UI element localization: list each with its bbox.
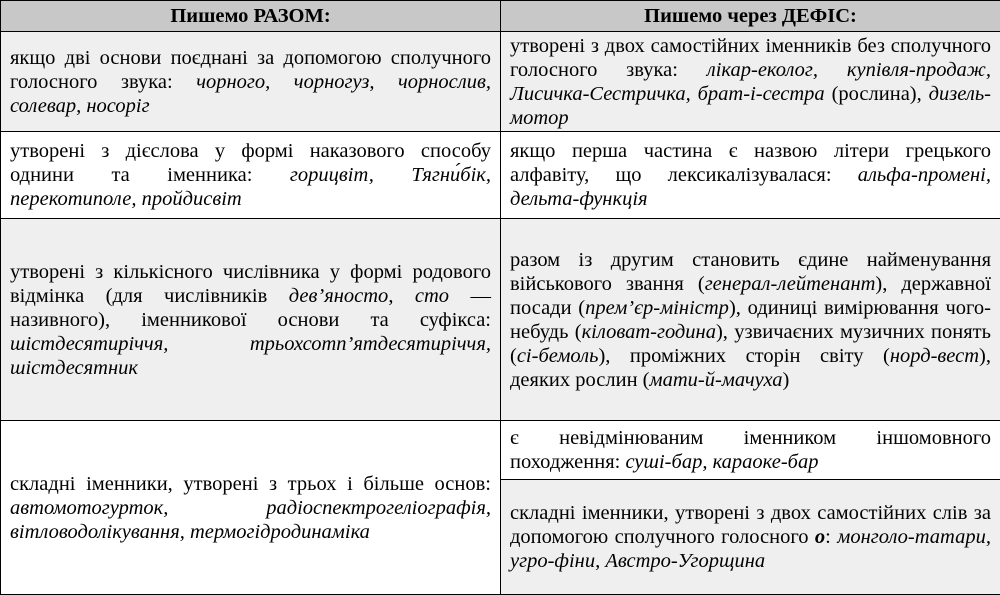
rule-example: дев’яносто	[288, 284, 389, 307]
rule-cell-together	[1, 32, 501, 132]
rule-example: сі-бемоль	[516, 344, 599, 367]
rule-text: )	[782, 368, 790, 391]
rule-text: є невідмінюваним іменником іншомовного походження:	[510, 427, 991, 474]
rule-text: утворені з двох самостійних іменників без сполучного голосного звука:	[510, 34, 991, 81]
header-hyphen: Пишемо через ДЕФІС:	[501, 1, 1000, 32]
rule-text: ), одиниці вимірювання чого-небудь (	[510, 296, 991, 343]
header-together: Пишемо РАЗОМ:	[1, 1, 501, 32]
rule-cell-hyphen	[501, 480, 1000, 595]
rule-text: — називного), іменникової основи та суфікса:	[10, 284, 492, 331]
rule-example: прем’єр-міністр	[585, 296, 729, 319]
rule-examples: лікар-еколог, купівля-продаж, Лисичка-Сестричка, брат-і-сестра	[510, 58, 992, 105]
rule-examples: шістдесятиріччя, трьохсотп’ятдесятиріччя, шістдесятник	[10, 332, 491, 379]
rule-text: якщо перша частина є назвою літери грецького алфавіту, що лексикалізувалася:	[510, 140, 991, 187]
rule-cell-together	[1, 218, 501, 420]
rule-example: сто	[414, 284, 450, 307]
rule-example: норд-вест	[889, 344, 980, 367]
rule-text: ,	[388, 284, 415, 307]
table-row	[1, 218, 1000, 420]
table-row	[1, 32, 1000, 132]
rule-examples: суші-бар, караоке-бар	[625, 451, 819, 474]
rule-text: :	[825, 526, 838, 549]
rule-cell-hyphen	[501, 132, 1000, 219]
header-row	[1, 1, 1000, 32]
rule-note: (рослина),	[824, 82, 929, 105]
rule-examples: автомотогурток, радіоспектрогеліографія, вітловодолікування, термогідродинаміка	[10, 496, 491, 543]
vowel-letter: о	[814, 526, 826, 549]
rule-cell-hyphen	[501, 421, 1000, 480]
rule-text: ), державної посади (	[510, 272, 992, 319]
rule-examples: горицвіт, Тягни́бік, перекотиполе, пройдисвіт	[10, 164, 491, 211]
rule-text: складні іменники, утворені з трьох і більше основ:	[10, 472, 491, 495]
rule-text: разом із другим становить єдине найменування військового звання (	[510, 248, 991, 295]
rule-text: ), проміжних сторін світу (	[598, 344, 890, 367]
rule-text: ), деяких рослин (	[510, 344, 991, 391]
rule-cell-together	[1, 421, 501, 595]
rule-cell-hyphen	[501, 218, 1000, 420]
rule-text: якщо дві основи поєднані за допомогою сполучного голосного звука:	[10, 46, 491, 93]
rule-example: кіловат-година	[581, 320, 716, 343]
rule-examples: чорного, чорногуз, чорнослив, солевар, носоріг	[10, 70, 491, 117]
rule-text: утворені з кількісного числівника у формі родового відмінка (для числівників	[10, 260, 491, 307]
table-row	[1, 421, 1000, 480]
rule-text: складні іменники, утворені з двох самостійних слів за допомогою сполучного голосного	[510, 502, 991, 549]
rule-examples: альфа-промені, дельта-функція	[510, 164, 991, 211]
rule-examples: дизель-мотор	[510, 82, 991, 129]
rule-text: утворені з дієслова у формі наказового способу однини та іменника:	[10, 140, 491, 187]
rule-example: мати-й-мачуха	[649, 368, 783, 391]
rule-cell-hyphen	[501, 32, 1000, 132]
table-row	[1, 132, 1000, 219]
rule-cell-together	[1, 132, 501, 219]
rule-text: ), узвичаєних музичних понять (	[510, 320, 991, 367]
rule-examples: монголо-татари, угро-фіни, Австро-Угорщина	[510, 526, 991, 573]
rule-example: генерал-лейтенант	[704, 272, 876, 295]
